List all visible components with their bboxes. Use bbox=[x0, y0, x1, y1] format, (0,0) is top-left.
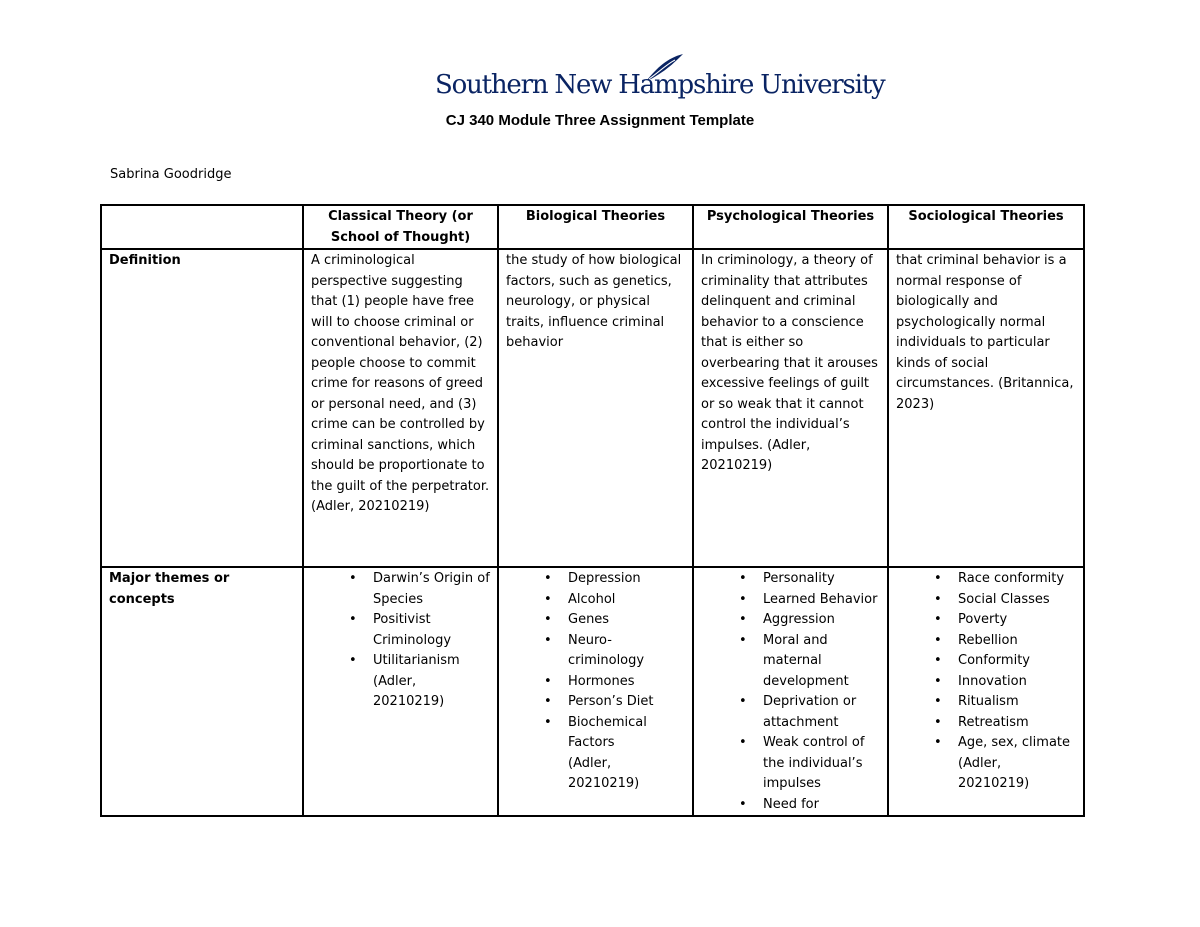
list-item: • Neuro-criminology bbox=[506, 631, 685, 672]
list-item: • Retreatism bbox=[896, 713, 1076, 734]
definition-psychological: In criminology, a theory of criminality that attributes delinquent and criminal behavior to a conscience that is either so overbearing that it arouses excessive feelings of guilt or so weak that it cannot control the individual’s impulses. (Adler, 20210219) bbox=[693, 249, 888, 567]
list-item: • Rebellion bbox=[896, 631, 1076, 652]
list-item: • Weak control of the individual’s impulses bbox=[701, 733, 880, 795]
definition-classical: A criminological perspective suggesting that (1) people have free will to choose criminal or conventional behavior, (2) people choose to commit crime for reasons of greed or personal need, and (3) crime can be controlled by criminal sanctions, which should be proportionate to the guilt of the perpetrator. (Adler, 20210219) bbox=[303, 249, 498, 567]
list-item: • Depression bbox=[506, 569, 685, 590]
list-item: • Ritualism bbox=[896, 692, 1076, 713]
list-item: • Moral and maternal development bbox=[701, 631, 880, 693]
row-label-definition: Definition bbox=[101, 249, 303, 567]
citation: (Adler, 20210219) bbox=[568, 755, 640, 791]
list-item: • Aggression bbox=[701, 610, 880, 631]
themes-row bbox=[101, 567, 1084, 816]
list-item: • Learned Behavior bbox=[701, 590, 880, 611]
definition-biological: the study of how biological factors, such as genetics, neurology, or physical traits, influence criminal behavior bbox=[498, 249, 693, 567]
themes-sociological-list bbox=[896, 569, 1076, 754]
header-row bbox=[101, 205, 1084, 249]
list-item: • Hormones bbox=[506, 672, 685, 693]
list-item: • Social Classes bbox=[896, 590, 1076, 611]
list-item: • Positivist Criminology bbox=[311, 610, 490, 651]
list-item: • Innovation bbox=[896, 672, 1076, 693]
header-classical: Classical Theory (or School of Thought) bbox=[303, 205, 498, 249]
list-item: • Genes bbox=[506, 610, 685, 631]
themes-sociological bbox=[888, 567, 1084, 816]
themes-psychological bbox=[693, 567, 888, 816]
feather-icon bbox=[645, 52, 685, 82]
author-name: Sabrina Goodridge bbox=[110, 167, 232, 182]
themes-classical-list bbox=[311, 569, 490, 672]
row-label-themes: Major themes or concepts bbox=[101, 567, 303, 816]
theory-table bbox=[100, 204, 1085, 817]
corner-cell bbox=[101, 205, 303, 249]
list-item: • Person’s Diet bbox=[506, 692, 685, 713]
list-item: • Alcohol bbox=[506, 590, 685, 611]
list-item: • Age, sex, climate bbox=[896, 733, 1076, 754]
themes-biological bbox=[498, 567, 693, 816]
university-logo bbox=[435, 52, 885, 102]
list-item: • Conformity bbox=[896, 651, 1076, 672]
themes-biological-list bbox=[506, 569, 685, 754]
citation: (Adler, 20210219) bbox=[958, 755, 1030, 791]
themes-psychological-list bbox=[701, 569, 880, 815]
list-item: • Personality bbox=[701, 569, 880, 590]
citation: (Adler, 20210219) bbox=[373, 673, 445, 709]
header-biological: Biological Theories bbox=[498, 205, 693, 249]
list-item: • Deprivation or attachment bbox=[701, 692, 880, 733]
list-item: • Biochemical Factors bbox=[506, 713, 685, 754]
list-item: • Poverty bbox=[896, 610, 1076, 631]
document-title: CJ 340 Module Three Assignment Template bbox=[445, 112, 755, 129]
definition-sociological: that criminal behavior is a normal response of biologically and psychologically normal individuals to particular kinds of social circumstances. (Britannica, 2023) bbox=[888, 249, 1084, 567]
list-item: • Darwin’s Origin of Species bbox=[311, 569, 490, 610]
header-sociological: Sociological Theories bbox=[888, 205, 1084, 249]
definition-row bbox=[101, 249, 1084, 567]
list-item: • Utilitarianism bbox=[311, 651, 490, 672]
logo-wordmark: Southern New Hampshire University bbox=[435, 70, 885, 100]
themes-classical bbox=[303, 567, 498, 816]
header-psychological: Psychological Theories bbox=[693, 205, 888, 249]
list-item: • Race conformity bbox=[896, 569, 1076, 590]
list-item: • Need for bbox=[701, 795, 880, 816]
